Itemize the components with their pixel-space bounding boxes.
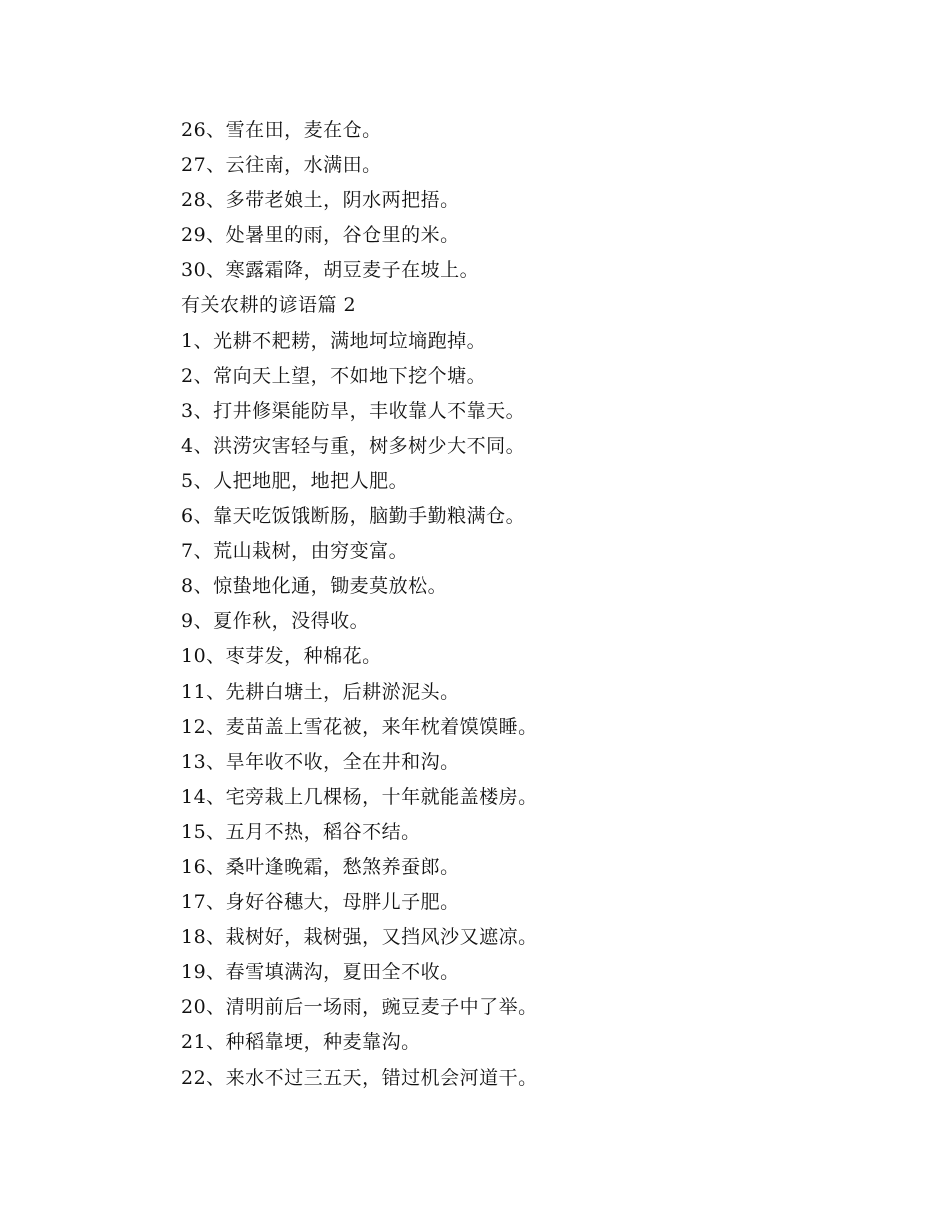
proverb-line: 14、宅旁栽上几棵杨，十年就能盖楼房。 — [181, 785, 538, 808]
proverb-line: 18、栽树好，栽树强，又挡风沙又遮凉。 — [181, 926, 538, 949]
proverb-line: 30、寒露霜降，胡豆麦子在坡上。 — [181, 259, 480, 282]
proverb-line: 8、惊蛰地化通，锄麦莫放松。 — [181, 575, 448, 598]
proverb-line: 27、云往南，水满田。 — [181, 154, 382, 177]
proverb-line: 29、处暑里的雨，谷仓里的米。 — [181, 224, 460, 247]
proverb-line: 28、多带老娘土，阴水两把捂。 — [181, 189, 460, 212]
proverb-line: 21、种稻靠埂，种麦靠沟。 — [181, 1031, 421, 1054]
proverb-line: 22、来水不过三五天，错过机会河道干。 — [181, 1066, 538, 1089]
proverb-line: 12、麦苗盖上雪花被，来年枕着馍馍睡。 — [181, 715, 538, 738]
proverb-line: 9、夏作秋，没得收。 — [181, 610, 370, 633]
proverb-line: 10、枣芽发，种棉花。 — [181, 645, 382, 668]
proverb-line: 20、清明前后一场雨，豌豆麦子中了举。 — [181, 996, 538, 1019]
proverb-line: 3、打井修渠能防旱，丰收靠人不靠天。 — [181, 399, 526, 422]
proverb-line: 26、雪在田，麦在仓。 — [181, 119, 382, 141]
proverb-line: 4、洪涝灾害轻与重，树多树少大不同。 — [181, 434, 526, 457]
proverb-line: 7、荒山栽树，由穷变富。 — [181, 540, 409, 563]
proverb-line: 2、常向天上望，不如地下挖个塘。 — [181, 364, 487, 387]
document-body — [181, 113, 881, 1096]
section-heading: 有关农耕的谚语篇 2 — [181, 294, 357, 317]
proverb-line: 1、光耕不耙耢，满地坷垃墒跑掉。 — [181, 329, 487, 352]
proverb-line: 19、春雪填满沟，夏田全不收。 — [181, 961, 460, 984]
proverb-line: 6、靠天吃饭饿断肠，脑勤手勤粮满仓。 — [181, 505, 526, 528]
proverb-line: 5、人把地肥，地把人肥。 — [181, 469, 409, 492]
proverb-line: 11、先耕白塘土，后耕淤泥头。 — [181, 680, 460, 703]
proverb-line: 13、旱年收不收，全在井和沟。 — [181, 750, 460, 773]
proverb-line: 16、桑叶逢晚霜，愁煞养蚕郎。 — [181, 855, 460, 878]
proverb-line: 15、五月不热，稻谷不结。 — [181, 820, 421, 843]
proverb-line: 17、身好谷穗大，母胖儿子肥。 — [181, 891, 460, 914]
